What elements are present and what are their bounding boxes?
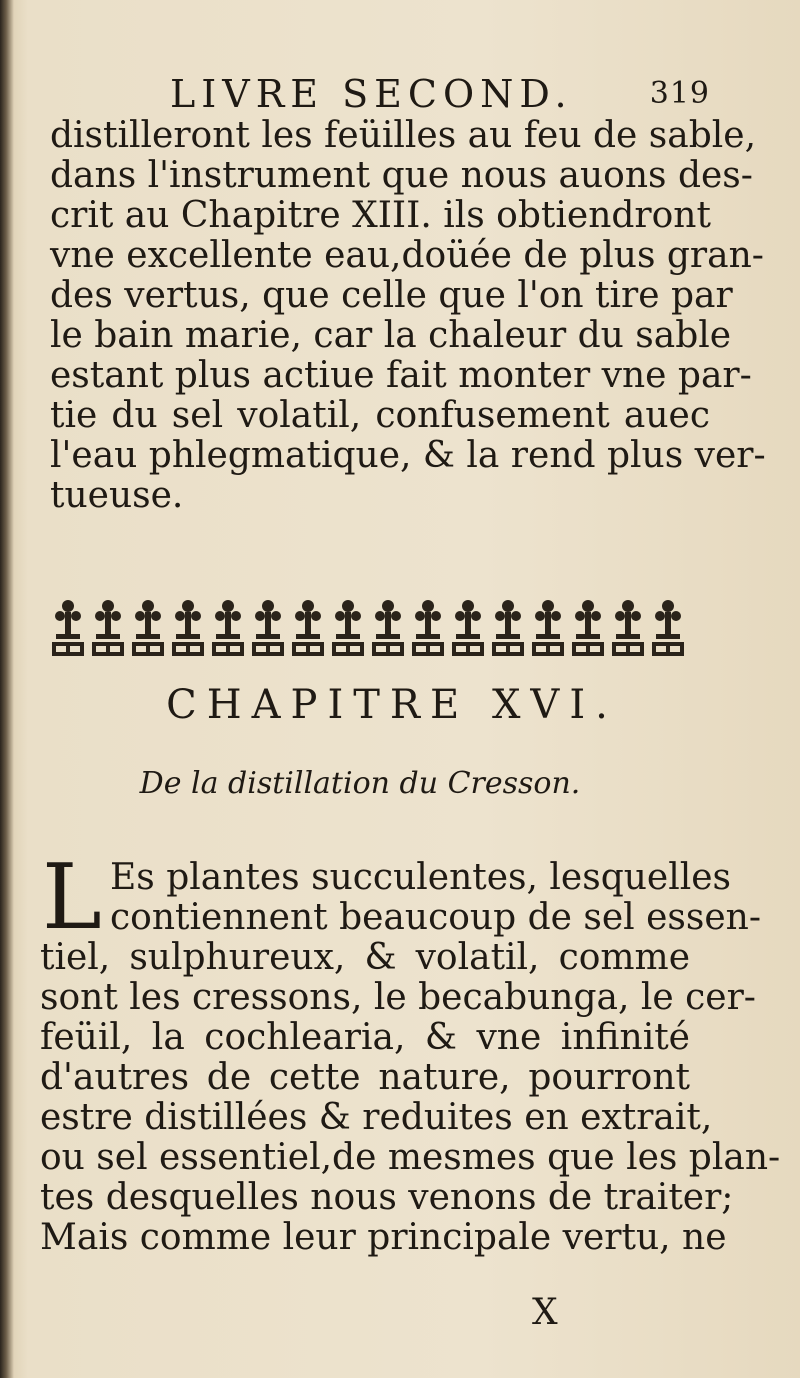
drop-capital: L <box>42 845 102 950</box>
fleuron-repeat <box>92 600 684 656</box>
page-gutter <box>0 0 14 1378</box>
text-line: Es plantes succulentes, lesquelles <box>110 857 732 898</box>
text-line: ou sel essentiel,de mesmes que les plan- <box>40 1137 781 1178</box>
text-line: d'autres de cette nature, pourront <box>40 1057 690 1098</box>
chapter-subtitle: De la distillation du Cresson. <box>139 766 581 801</box>
text-line: vne excellente eau,doüée de plus gran- <box>50 235 764 276</box>
text-line: des vertus, que celle que l'on tire par <box>50 275 733 316</box>
page-number: 319 <box>649 76 710 111</box>
text-line: tueuse. <box>50 475 184 516</box>
signature-mark: X <box>532 1292 558 1333</box>
text-line: crit au Chapitre XIII. ils obtiendront <box>50 195 711 236</box>
text-line: feüil, la cochlearia, & vne infinité <box>40 1017 690 1058</box>
text-line: estant plus actiue fait monter vne par- <box>50 355 752 396</box>
text-line: tie du sel volatil, confusement auec <box>50 395 710 436</box>
text-line: tes desquelles nous venons de traiter; <box>40 1177 734 1218</box>
text-line: sont les cressons, le becabunga, le cer- <box>40 977 756 1018</box>
text-line: contiennent beaucoup de sel essen- <box>110 897 762 938</box>
paragraph-2 <box>40 845 781 1258</box>
text-line: estre distillées & reduites en extrait, <box>40 1097 713 1138</box>
fleuron-ornament-band <box>50 592 690 660</box>
text-line: Mais comme leur principale vertu, ne <box>40 1217 727 1258</box>
text-line: tiel, sulphureux, & volatil, comme <box>40 937 690 978</box>
paragraph-1 <box>50 115 766 516</box>
text-line: l'eau phlegmatique, & la rend plus ver- <box>50 435 766 476</box>
text-line: dans l'instrument que nous auons des- <box>50 155 753 196</box>
running-head <box>170 72 710 116</box>
text-line: distilleront les feüilles au feu de sable, <box>50 115 757 156</box>
chapter-title: CHAPITRE XVI. <box>166 682 618 728</box>
running-head-title: LIVRE SECOND. <box>170 72 573 116</box>
text-line: le bain marie, car la chaleur du sable <box>50 315 732 356</box>
